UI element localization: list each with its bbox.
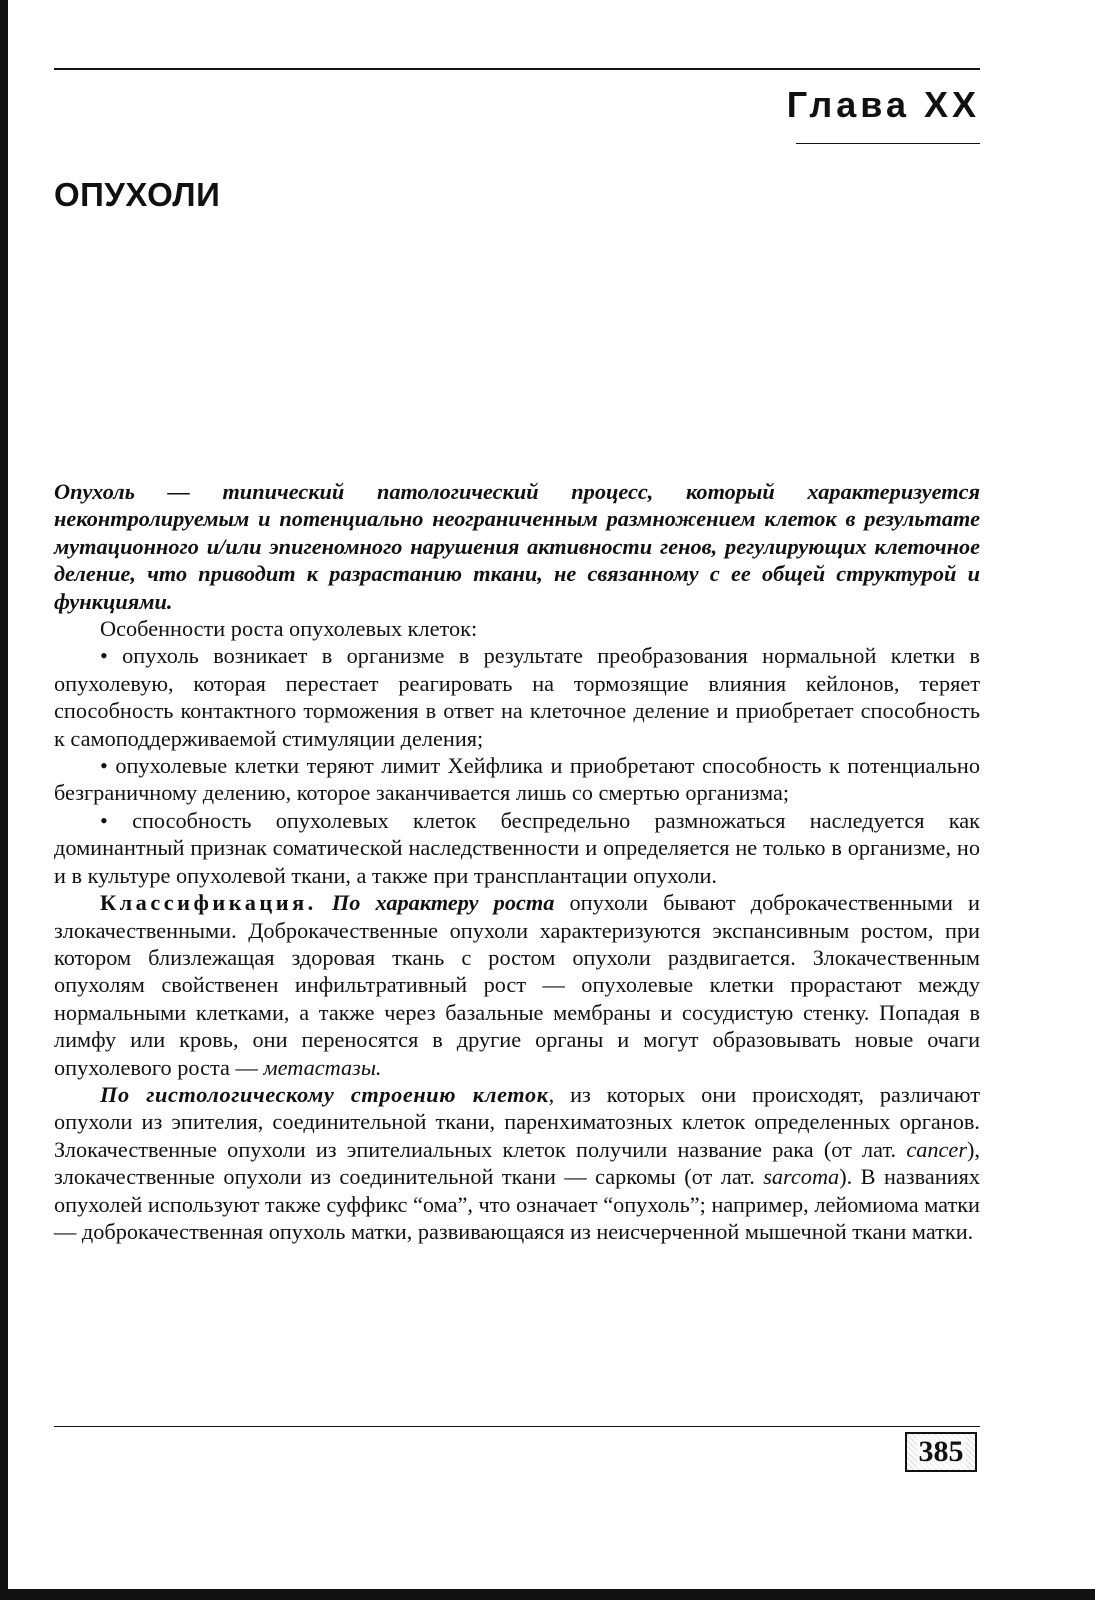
feature-item: • опухоль возникает в организме в результате преобразования нормальной клетки в опухолевую, которая перестает реагировать на тормозящие влияния кейлонов, теряет способность контактного торможения в ответ на клеточное деление и приобретает способность к самоподдерживаемой стимуляции деления; xyxy=(54,643,980,751)
classification-paragraph xyxy=(54,889,980,1081)
page-number-box xyxy=(905,1432,977,1472)
classification-criterion: По характеру роста xyxy=(331,890,555,916)
feature-item: • способность опухолевых клеток беспредельно размножаться наследуется как доминантный признак соматической наследственности и определяется не только в организме, но и в культуре опухолевой ткани, а также при трансплантации опухоли. xyxy=(54,807,980,888)
page-left-edge xyxy=(0,0,8,1600)
classification-label: Классификация. xyxy=(100,890,317,916)
definition-paragraph: Опухоль — типический патологический процесс, который характеризуется неконтролируемым и потенциально неограниченным размножением клеток в результате мутационного и/или эпигеномного нарушения активности генов, регулирующих клеточное деление, что приводит к разрастанию ткани, не связанному с ее общей структурой и функциями. xyxy=(54,479,980,614)
chapter-underline xyxy=(796,143,980,144)
histology-text: , из которых они происходят, различают опухоли из эпителия, соединительной ткани, паренхиматозных клеток определенных органов. Злокачественные опухоли из эпителиальных клеток получили название рака (от лат. xyxy=(54,1081,980,1162)
body-text xyxy=(54,478,980,1245)
histology-paragraph xyxy=(54,1081,980,1245)
features-heading: Особенности роста опухолевых клеток: xyxy=(100,616,478,642)
latin-cancer: cancer xyxy=(906,1136,967,1162)
latin-sarcoma: sarcoma xyxy=(763,1164,840,1190)
metastasis-term: метастазы. xyxy=(263,1054,382,1080)
page-number: 385 xyxy=(918,1435,964,1468)
chapter-title: ОПУХОЛИ xyxy=(54,176,221,213)
histology-text: ). В названиях опухолей используют также суффикс “ома”, что означает “опухоль”; например, лейомиома матки — доброкачественная опухоль матки, развивающаяся из неисчерченной мышечной ткани матки. xyxy=(54,1164,980,1244)
histology-text: ), злокачественные опухоли из соединительной ткани — саркомы (от лат. xyxy=(54,1136,980,1190)
classification-text: опухоли бывают доброкачественными и злокачественными. Доброкачественные опухоли характеризуются экспансивным ростом, при котором близлежащая здоровая ткань с ростом опухоли раздвигается. Злокачественным опухолям свойственен инфильтративный рост — опухолевые клетки прорастают между нормальными клетками, а также через базальные мембраны и сосудистую стенку. Попадая в лимфу или кровь, они переносятся в другие органы и могут образовывать новые очаги опухолевого роста — xyxy=(54,890,980,1080)
chapter-label: Глава XX xyxy=(786,84,980,125)
page-bottom-edge xyxy=(0,1589,1095,1600)
header-rule xyxy=(54,68,980,70)
histology-criterion: По гистологическому строению клеток xyxy=(100,1081,549,1107)
footer-rule xyxy=(54,1426,980,1427)
feature-item: • опухолевые клетки теряют лимит Хейфлика и приобретают способность к потенциально безграничному делению, которое заканчивается лишь со смертью организма; xyxy=(54,753,980,806)
